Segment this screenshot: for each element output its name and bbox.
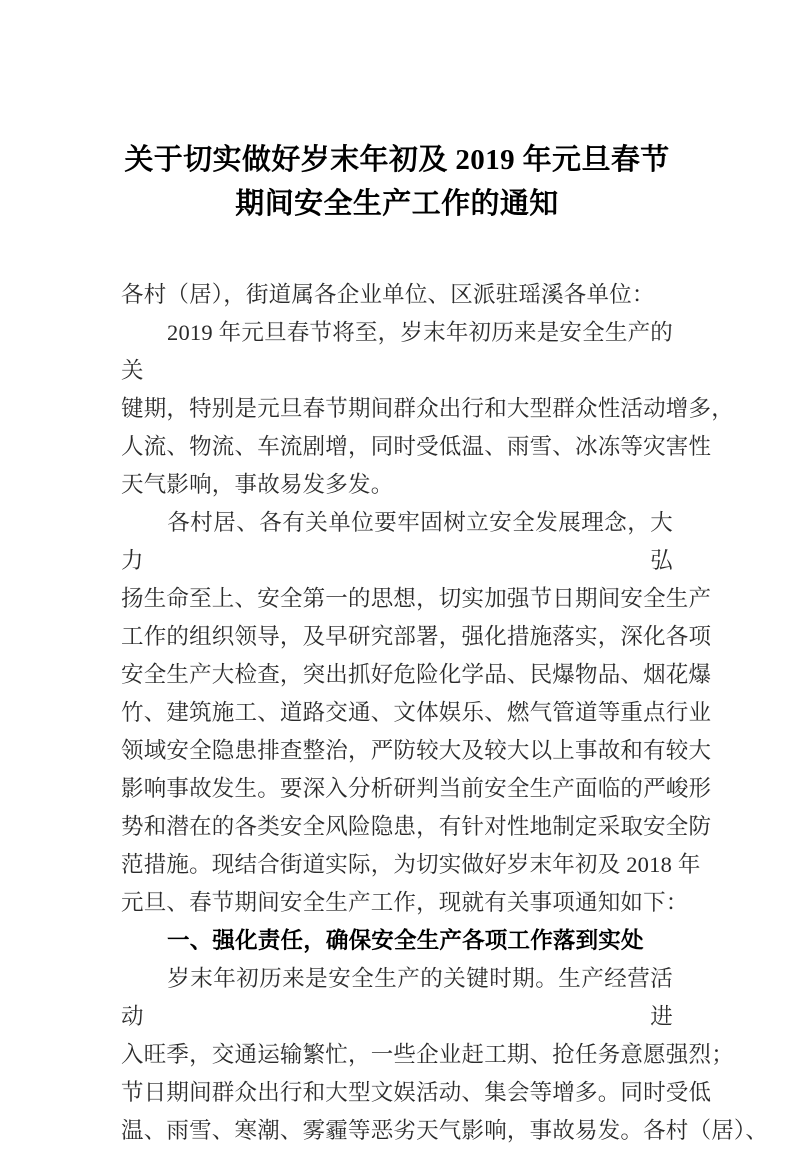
page-title-line-1-prefix: 关于切实做好岁末年初及 [124, 144, 456, 176]
paragraph-requirements-line-2: 扬生命至上、安全第一的思想，切实加强节日期间安全生产 [121, 586, 712, 611]
paragraph-requirements-line-8: 势和潜在的各类安全风险隐患，有针对性地制定采取安全防 [121, 814, 712, 839]
paragraph-requirements-line-4: 安全生产大检查，突出抓好危险化学品、民爆物品、烟花爆 [121, 662, 712, 687]
paragraph-section-1-line-2: 入旺季，交通运输繁忙，一些企业赶工期、抢任务意愿强烈； [121, 1042, 734, 1067]
paragraph-requirements-line-10: 元旦、春节期间安全生产工作，现就有关事项通知如下： [121, 890, 689, 915]
addressee-line: 各村（居），街道属各企业单位、区派驻瑶溪各单位： [121, 282, 655, 307]
top-margin-spacer [121, 0, 673, 138]
page-title-line-1 [121, 138, 673, 182]
paragraph-requirements [121, 504, 712, 922]
paragraph-requirements-line-9-prefix: 范措施。现结合街道实际，为切实做好岁末年初及 [121, 852, 627, 877]
paragraph-requirements-line-3: 工作的组织领导，及早研究部署，强化措施落实，深化各项 [121, 624, 712, 649]
page-title-line-2: 期间安全生产工作的通知 [235, 188, 559, 220]
paragraph-requirements-year: 2018 [626, 852, 673, 877]
paragraph-requirements-line-7: 影响事故发生。要深入分析研判当前安全生产面临的严峻形 [121, 776, 712, 801]
paragraph-requirements-line-1 [121, 504, 673, 580]
page-title-year: 2019 [455, 144, 515, 176]
document-content [121, 0, 769, 1150]
paragraph-section-1-line-1-text: 岁末年初历来是安全生产的关键时期。生产经营活动进 [121, 966, 673, 1029]
paragraph-opening [121, 314, 734, 504]
paragraph-requirements-line-5: 竹、建筑施工、道路交通、文体娱乐、燃气管道等重点行业 [121, 700, 712, 725]
section-heading-1: 一、强化责任，确保安全生产各项工作落到实处 [167, 928, 644, 954]
paragraph-section-1-line-4: 温、雨雪、寒潮、雾霾等恶劣天气影响，事故易发。各村（居）、 [121, 1118, 769, 1143]
paragraph-opening-year: 2019 [167, 320, 213, 345]
page-title [121, 138, 673, 226]
paragraph-opening-line-4: 天气影响，事故易发多发。 [121, 472, 394, 497]
paragraph-opening-line-3: 人流、物流、车流剧增，同时受低温、雨雪、冰冻等灾害性 [121, 434, 712, 459]
paragraph-opening-line-1-rest: 年元旦春节将至，岁末年初历来是安全生产的关 [121, 320, 673, 383]
paragraph-requirements-line-9 [121, 846, 701, 884]
page-title-line-1-suffix: 年元旦春节 [515, 144, 670, 176]
paragraph-requirements-line-6: 领域安全隐患排查整治，严防较大及较大以上事故和有较大 [121, 738, 712, 763]
paragraph-section-1-line-3: 节日期间群众出行和大型文娱活动、集会等增多。同时受低 [121, 1080, 712, 1105]
paragraph-opening-line-1 [121, 314, 673, 390]
paragraph-section-1-line-1 [121, 960, 673, 1036]
paragraph-section-1-body [121, 960, 769, 1150]
title-body-gap [121, 226, 673, 276]
paragraph-opening-line-2: 键期，特别是元旦春节期间群众出行和大型群众性活动增多， [121, 396, 734, 421]
paragraph-requirements-line-9-suffix: 年 [672, 852, 701, 877]
paragraph-requirements-line-1-text: 各村居、各有关单位要牢固树立安全发展理念，大力弘 [121, 510, 673, 573]
